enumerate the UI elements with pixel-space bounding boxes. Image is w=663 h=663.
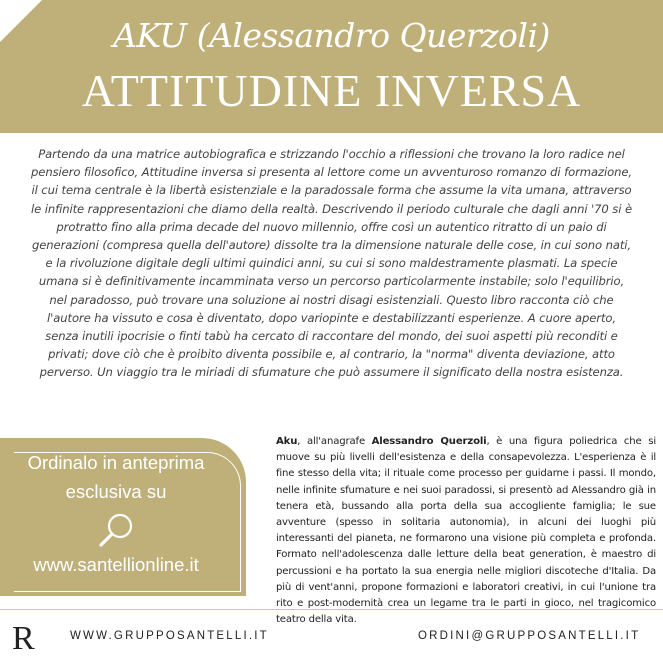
- footer-divider: [0, 609, 663, 610]
- book-title: ATTITUDINE INVERSA: [81, 65, 582, 116]
- bio-short-name: Aku: [276, 436, 298, 447]
- header-banner: [0, 0, 663, 133]
- footer-email-link[interactable]: ORDINI@GRUPPOSANTELLI.IT: [418, 630, 641, 642]
- author-name: AKU (Alessandro Querzoli): [113, 16, 550, 55]
- bio-connector: , all'anagrafe: [297, 436, 372, 447]
- callout-line-1: Ordinalo in anteprima: [27, 452, 205, 473]
- author-bio: [276, 434, 656, 628]
- publisher-logo: R: [12, 620, 35, 657]
- bio-text: , è una figura poliedrica che si muove su più livelli dell'esistenza e della consapevolezza. L'esperienza è il fine stesso della vita; il rituale come processo per guidarne i passi. Il mondo, nelle infinite sfumature e nei suoi paradossi, si presentò ad Alessandro già in tenera età, bussando alla porta della sua accogliente famiglia; le sue avventure (spesso in solitaria autonomia), in alcuni dei luoghi più interessanti del pianeta, ne formarono una visione più completa e profonda. Formato nell'adolescenza dalle letture della beat generation, è maestro di percussioni e ha portato la sua energia nelle migliori discoteche d'Italia. Da più di vent'anni, propone formazioni e laboratori creativi, in cui l'unione tra rito e post-modernità crea un legame tra le parti in gioco, nel tragicomico teatro della vita.: [276, 436, 656, 626]
- bio-full-name: Alessandro Querzoli: [371, 436, 487, 447]
- order-callout[interactable]: [0, 438, 246, 596]
- callout-line-2: esclusiva su: [65, 481, 167, 502]
- footer-website-link[interactable]: WWW.GRUPPOSANTELLI.IT: [70, 630, 269, 642]
- order-url-link[interactable]: www.santellionline.it: [33, 554, 199, 575]
- book-synopsis: Partendo da una matrice autobiografica e strizzando l'occhio a riflessioni che trovano la loro radice nel pensiero filosofico, Attitudine inversa si presenta al lettore come un avventuroso romanzo di formazione, il cui tema centrale è la libertà esistenziale e la paradossale forma che assume la vita umana, attraverso le infinite rappresentazioni che diamo della realtà. Descrivendo il periodo culturale che dagli anni '70 si è protratto fino alla prima decade del nuovo millennio, offre così un autentico ritratto di un paio di generazioni (compresa quella dell'autore) dissolte tra la dimensione naturale delle cose, in cui sono nati, e la rivoluzione digitale degli ultimi quindici anni, su cui si sono maldestramente plasmati. La specie umana si è definitivamente incamminata verso un percorso particolarmente instabile; solo l'equilibrio, nel paradosso, può trovare una soluzione ai nostri disagi esistenziali. Questo libro racconta ciò che l'autore ha vissuto e cosa è diventato, dopo variopinte e destabilizzanti esperienze. A cuore aperto, senza inutili ipocrisie o finti tabù ha cercato di raccontare del mondo, dei suoi aspetti più reconditi e privati; dove ciò che è proibito diventa possibile e, al contrario, la "norma" diventa deviazione, atto perverso. Un viaggio tra le miriadi di sfumature che può assumere il significato della nostra esistenza.: [31, 147, 632, 380]
- search-icon: [96, 511, 136, 551]
